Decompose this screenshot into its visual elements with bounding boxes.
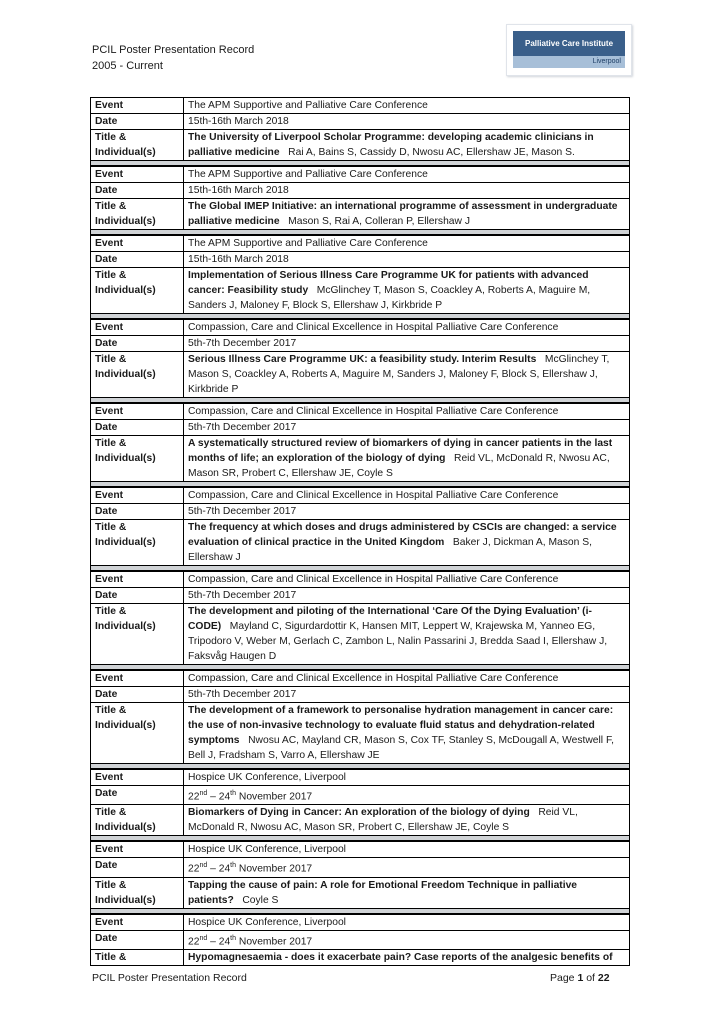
logo-bottom-text: Liverpool xyxy=(513,56,625,68)
date-row xyxy=(91,183,630,199)
date-value: 22nd – 24th November 2017 xyxy=(184,786,630,805)
footer-title: PCIL Poster Presentation Record xyxy=(92,972,247,984)
event-row xyxy=(91,572,630,588)
event-row xyxy=(91,914,630,930)
title-value xyxy=(184,877,630,908)
date-label: Date xyxy=(91,687,184,703)
title-label xyxy=(91,268,184,314)
title-value xyxy=(184,268,630,314)
title-label-line2: Individual(s) xyxy=(95,216,156,227)
title-label-line1: Title & xyxy=(95,438,127,449)
event-row xyxy=(91,488,630,504)
title-value xyxy=(184,703,630,764)
date-value: 22nd – 24th November 2017 xyxy=(184,930,630,949)
title-label xyxy=(91,805,184,836)
title-label-line1: Title & xyxy=(95,606,127,617)
title-label-line2: Individual(s) xyxy=(95,453,156,464)
title-label-line1: Title & xyxy=(95,879,127,891)
pci-logo xyxy=(506,24,632,76)
poster-title: The development and piloting of the International ‘Care Of the Dying Evaluation’ (i-CODE) xyxy=(188,606,592,632)
date-value: 15th-16th March 2018 xyxy=(184,183,630,199)
poster-authors: Nwosu AC, Mayland CR, Mason S, Cox TF, Stanley S, McDougall A, Westwell F, Bell J, Fradsham S, Varro A, Ellershaw JE xyxy=(188,735,614,761)
date-row xyxy=(91,687,630,703)
date-label: Date xyxy=(91,930,184,949)
poster-authors: Mason S, Rai A, Colleran P, Ellershaw J xyxy=(288,216,470,227)
event-row xyxy=(91,770,630,786)
date-row xyxy=(91,504,630,520)
event-value: The APM Supportive and Palliative Care Conference xyxy=(184,236,630,252)
title-label-line1: Title & xyxy=(95,201,127,212)
title-row xyxy=(91,520,630,566)
title-value xyxy=(184,950,630,966)
record-table xyxy=(90,841,630,913)
record-table xyxy=(90,166,630,235)
poster-title: Biomarkers of Dying in Cancer: An exploration of the biology of dying xyxy=(188,807,530,819)
document-header xyxy=(92,42,254,74)
date-label: Date xyxy=(91,183,184,199)
event-label: Event xyxy=(91,236,184,252)
poster-title: Tapping the cause of pain: A role for Emotional Freedom Technique in palliative patients? xyxy=(188,879,578,906)
poster-authors: Mayland C, Sigurdardottir K, Hansen MIT, Leppert W, Krajewska M, Yanneo EG, Tripodoro V, Weber M, Gerlach C, Zambon L, Nalin Passarini J, Bredda Saad I, Ellershaw J, Faksvåg Haugen D xyxy=(188,621,608,662)
title-label xyxy=(91,877,184,908)
title-label-line1: Title & xyxy=(95,132,127,143)
logo-top-text: Palliative Care Institute xyxy=(513,31,625,56)
poster-authors: Reid VL, McDonald R, Nwosu AC, Mason SR, Probert C, Ellershaw JE, Coyle S xyxy=(188,453,610,479)
event-row xyxy=(91,98,630,114)
page-total: 22 xyxy=(597,972,610,984)
header-period: 2005 - Current xyxy=(92,60,163,72)
record-table xyxy=(90,571,630,670)
date-row xyxy=(91,252,630,268)
event-row xyxy=(91,236,630,252)
title-label-line2: Individual(s) xyxy=(95,285,156,296)
poster-authors: Baker J, Dickman A, Mason S, Ellershaw J xyxy=(188,537,592,563)
title-label-line2: Individual(s) xyxy=(95,369,156,380)
record-table xyxy=(90,403,630,487)
poster-records xyxy=(90,97,630,966)
event-label: Event xyxy=(91,320,184,336)
date-row xyxy=(91,858,630,877)
poster-title: Hypomagnesaemia - does it exacerbate pain? Case reports of the analgesic benefits of xyxy=(188,952,613,964)
date-value: 5th-7th December 2017 xyxy=(184,336,630,352)
date-value: 5th-7th December 2017 xyxy=(184,504,630,520)
event-row xyxy=(91,320,630,336)
record-separator xyxy=(91,764,630,769)
date-label: Date xyxy=(91,114,184,130)
record-table xyxy=(90,235,630,319)
date-value: 22nd – 24th November 2017 xyxy=(184,858,630,877)
poster-authors: Coyle S xyxy=(242,894,279,906)
record-table xyxy=(90,97,630,166)
title-row xyxy=(91,805,630,836)
title-label-line2: Individual(s) xyxy=(95,537,156,548)
title-value xyxy=(184,805,630,836)
record-table xyxy=(90,487,630,571)
date-value: 5th-7th December 2017 xyxy=(184,687,630,703)
title-value xyxy=(184,199,630,230)
title-label xyxy=(91,130,184,161)
title-value xyxy=(184,130,630,161)
title-label xyxy=(91,703,184,764)
page-of: of xyxy=(586,972,595,984)
date-row xyxy=(91,786,630,805)
date-value: 15th-16th March 2018 xyxy=(184,252,630,268)
event-row xyxy=(91,404,630,420)
title-label-line2: Individual(s) xyxy=(95,822,156,834)
title-value xyxy=(184,520,630,566)
record-table xyxy=(90,769,630,841)
poster-authors: McGlinchey T, Mason S, Coackley A, Roberts A, Maguire M, Sanders J, Maloney F, Block S, Ellershaw J, Kirkbride P xyxy=(188,354,610,395)
poster-authors: McGlinchey T, Mason S, Coackley A, Roberts A, Maguire M, Sanders J, Maloney F, Block S, Ellershaw J, Kirkbride P xyxy=(188,285,591,311)
date-label: Date xyxy=(91,786,184,805)
title-row xyxy=(91,199,630,230)
title-label-line2: Individual(s) xyxy=(95,720,156,731)
title-label xyxy=(91,352,184,398)
title-row xyxy=(91,604,630,665)
event-label: Event xyxy=(91,914,184,930)
page-number xyxy=(550,972,610,984)
event-label: Event xyxy=(91,770,184,786)
event-value: Compassion, Care and Clinical Excellence in Hospital Palliative Care Conference xyxy=(184,404,630,420)
title-label xyxy=(91,520,184,566)
poster-authors: Reid VL, McDonald R, Nwosu AC, Mason SR, Probert C, Ellershaw JE, Coyle S xyxy=(188,807,578,834)
poster-authors: Rai A, Bains S, Cassidy D, Nwosu AC, Ellershaw JE, Mason S. xyxy=(288,147,575,158)
record-separator xyxy=(91,836,630,841)
date-value: 15th-16th March 2018 xyxy=(184,114,630,130)
title-label-line1: Title & xyxy=(95,270,127,281)
page-current: 1 xyxy=(577,972,584,984)
title-label-line2: Individual(s) xyxy=(95,147,156,158)
event-label: Event xyxy=(91,671,184,687)
record-separator xyxy=(91,398,630,403)
title-row xyxy=(91,130,630,161)
poster-title: The Global IMEP Initiative: an international programme of assessment in undergraduate palliative medicine xyxy=(188,201,618,227)
title-label-line1: Title & xyxy=(95,522,127,533)
title-row xyxy=(91,268,630,314)
title-label-line2: Individual(s) xyxy=(95,894,156,906)
title-row xyxy=(91,950,630,966)
event-row xyxy=(91,842,630,858)
event-label: Event xyxy=(91,572,184,588)
event-value: Compassion, Care and Clinical Excellence in Hospital Palliative Care Conference xyxy=(184,572,630,588)
poster-title: The frequency at which doses and drugs administered by CSCIs are changed: a service evaluation of clinical practice in the United Kingdom xyxy=(188,522,617,548)
title-label-line1: Title & xyxy=(95,952,127,964)
record-separator xyxy=(91,908,630,913)
record-table xyxy=(90,914,630,966)
date-row xyxy=(91,336,630,352)
date-label: Date xyxy=(91,858,184,877)
event-value: Hospice UK Conference, Liverpool xyxy=(184,842,630,858)
title-value xyxy=(184,352,630,398)
date-row xyxy=(91,588,630,604)
title-row xyxy=(91,703,630,764)
title-label-line1: Title & xyxy=(95,354,127,365)
date-label: Date xyxy=(91,588,184,604)
date-row xyxy=(91,930,630,949)
event-value: The APM Supportive and Palliative Care Conference xyxy=(184,167,630,183)
title-row xyxy=(91,877,630,908)
title-label-line2: Individual(s) xyxy=(95,621,156,632)
record-table xyxy=(90,319,630,403)
record-separator xyxy=(91,314,630,319)
date-value: 5th-7th December 2017 xyxy=(184,420,630,436)
event-value: The APM Supportive and Palliative Care Conference xyxy=(184,98,630,114)
poster-title: Implementation of Serious Illness Care Programme UK for patients with advanced cancer: Feasibility study xyxy=(188,270,589,296)
record-separator xyxy=(91,665,630,670)
date-value: 5th-7th December 2017 xyxy=(184,588,630,604)
poster-title: Serious Illness Care Programme UK: a feasibility study. Interim Results xyxy=(188,354,537,365)
event-label: Event xyxy=(91,98,184,114)
record-separator xyxy=(91,482,630,487)
poster-title: The development of a framework to personalise hydration management in cancer care: the use of non-invasive technology to evaluate fluid status and dehydration-related symptoms xyxy=(188,705,614,746)
record-separator xyxy=(91,161,630,166)
event-label: Event xyxy=(91,167,184,183)
title-row xyxy=(91,436,630,482)
date-label: Date xyxy=(91,420,184,436)
title-label xyxy=(91,436,184,482)
event-value: Compassion, Care and Clinical Excellence in Hospital Palliative Care Conference xyxy=(184,671,630,687)
record-separator xyxy=(91,230,630,235)
title-row xyxy=(91,352,630,398)
record-table xyxy=(90,670,630,769)
title-value xyxy=(184,604,630,665)
title-label-line1: Title & xyxy=(95,807,127,819)
title-label xyxy=(91,950,184,966)
event-row xyxy=(91,167,630,183)
event-label: Event xyxy=(91,842,184,858)
event-value: Compassion, Care and Clinical Excellence in Hospital Palliative Care Conference xyxy=(184,320,630,336)
title-label xyxy=(91,199,184,230)
event-value: Hospice UK Conference, Liverpool xyxy=(184,770,630,786)
event-label: Event xyxy=(91,488,184,504)
title-label-line1: Title & xyxy=(95,705,127,716)
date-label: Date xyxy=(91,336,184,352)
event-label: Event xyxy=(91,404,184,420)
event-row xyxy=(91,671,630,687)
header-title: PCIL Poster Presentation Record xyxy=(92,44,255,56)
poster-title: The University of Liverpool Scholar Programme: developing academic clinicians in palliative medicine xyxy=(188,132,594,158)
page-prefix: Page xyxy=(550,972,575,984)
date-label: Date xyxy=(91,504,184,520)
date-label: Date xyxy=(91,252,184,268)
event-value: Compassion, Care and Clinical Excellence in Hospital Palliative Care Conference xyxy=(184,488,630,504)
title-label xyxy=(91,604,184,665)
date-row xyxy=(91,420,630,436)
record-separator xyxy=(91,566,630,571)
date-row xyxy=(91,114,630,130)
event-value: Hospice UK Conference, Liverpool xyxy=(184,914,630,930)
poster-title: A systematically structured review of biomarkers of dying in cancer patients in the last months of life; an exploration of the biology of dying xyxy=(188,438,613,464)
title-value xyxy=(184,436,630,482)
